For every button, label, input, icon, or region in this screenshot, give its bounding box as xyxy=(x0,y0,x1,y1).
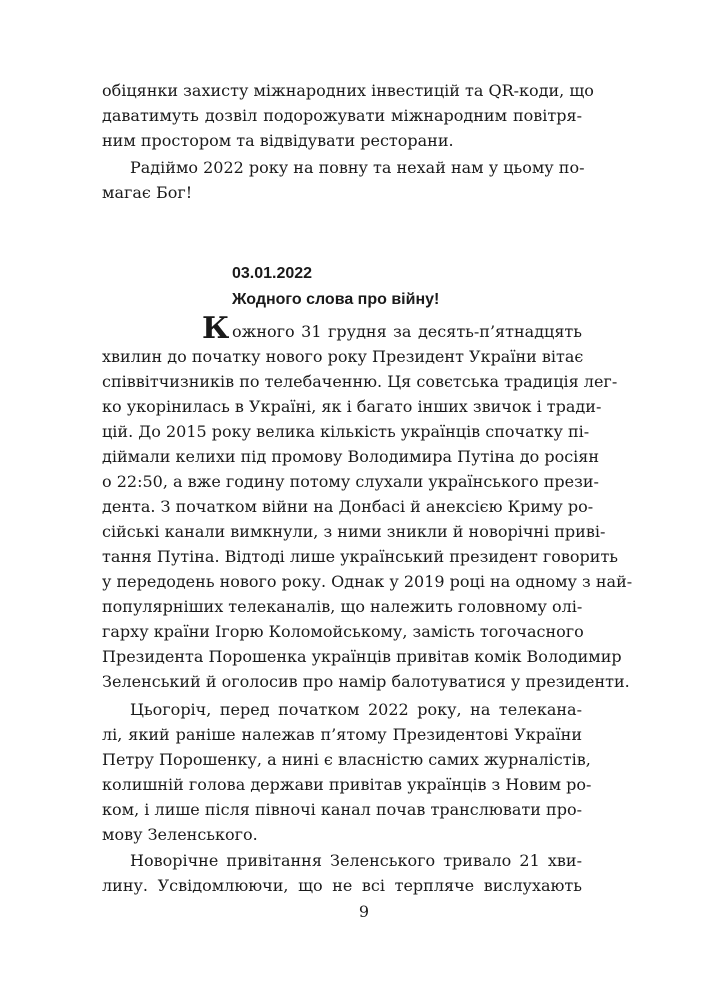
text-line: лину. Усвідомлюючи, що не всі терпляче вислухають xyxy=(102,876,582,895)
entry-date: 03.01.2022 xyxy=(232,265,313,282)
text-line: Новорічне привітання Зеленського тривало 21 хви- xyxy=(130,851,582,870)
text-line: дента. З початком війни на Донбасі й анексією Криму ро- xyxy=(102,497,594,516)
text-line: Радіймо 2022 року на повну та нехай нам у цьому по- xyxy=(130,158,585,177)
text-line: о 22:50, а вже годину потому слухали українського прези- xyxy=(102,472,599,491)
text-line: сійські канали вимкнули, з ними зникли й новорічні приві- xyxy=(102,522,606,541)
text-line: тання Путіна. Відтоді лише український президент говорить xyxy=(102,547,619,566)
text-line: Президента Порошенка українців привітав комік Володимир xyxy=(102,647,622,666)
entry-title: Жодного слова про війну! xyxy=(232,291,440,308)
text-line: цій. До 2015 року велика кількість українців спочатку пі- xyxy=(102,422,590,441)
text-line: Зеленський й оголосив про намір балотуватися у президенти. xyxy=(102,672,630,691)
text-line: обіцянки захисту міжнародних інвестицій та QR-коди, що xyxy=(102,81,594,100)
text-line: лі, який раніше належав п’ятому Президентові України xyxy=(102,725,582,744)
text-line: співвітчизників по телебаченню. Ця совєтська традиція лег- xyxy=(102,372,618,391)
drop-cap: К xyxy=(202,311,230,346)
text-line: магає Бог! xyxy=(102,183,193,202)
text-line: даватимуть дозвіл подорожувати міжнародним повітря- xyxy=(102,106,582,125)
text-line: ко укорінилась в Україні, як і багато інших звичок і тради- xyxy=(102,397,602,416)
text-line: діймали келихи під промову Володимира Путіна до росіян xyxy=(102,447,600,466)
text-line: у передодень нового року. Однак у 2019 році на одному з най- xyxy=(102,572,633,591)
text-line: популярніших телеканалів, що належить головному олі- xyxy=(102,597,583,616)
page-number: 9 xyxy=(358,902,370,921)
text-line: ожного 31 грудня за десять-п’ятнадцять xyxy=(232,322,582,341)
text-line: гарху країни Ігорю Коломойському, замість тогочасного xyxy=(102,622,584,641)
text-line: ним простором та відвідувати ресторани. xyxy=(102,131,454,150)
text-line: Петру Порошенку, а нині є власністю самих журналістів, xyxy=(102,750,591,769)
text-line: хвилин до початку нового року Президент України вітає xyxy=(102,347,584,366)
text-line: ком, і лише після півночі канал почав транслювати про- xyxy=(102,800,582,819)
text-line: Цьогоріч, перед початком 2022 року, на телекана- xyxy=(130,700,582,719)
text-line: колишній голова держави привітав українців з Новим ро- xyxy=(102,775,592,794)
text-line: мову Зеленського. xyxy=(102,825,258,844)
